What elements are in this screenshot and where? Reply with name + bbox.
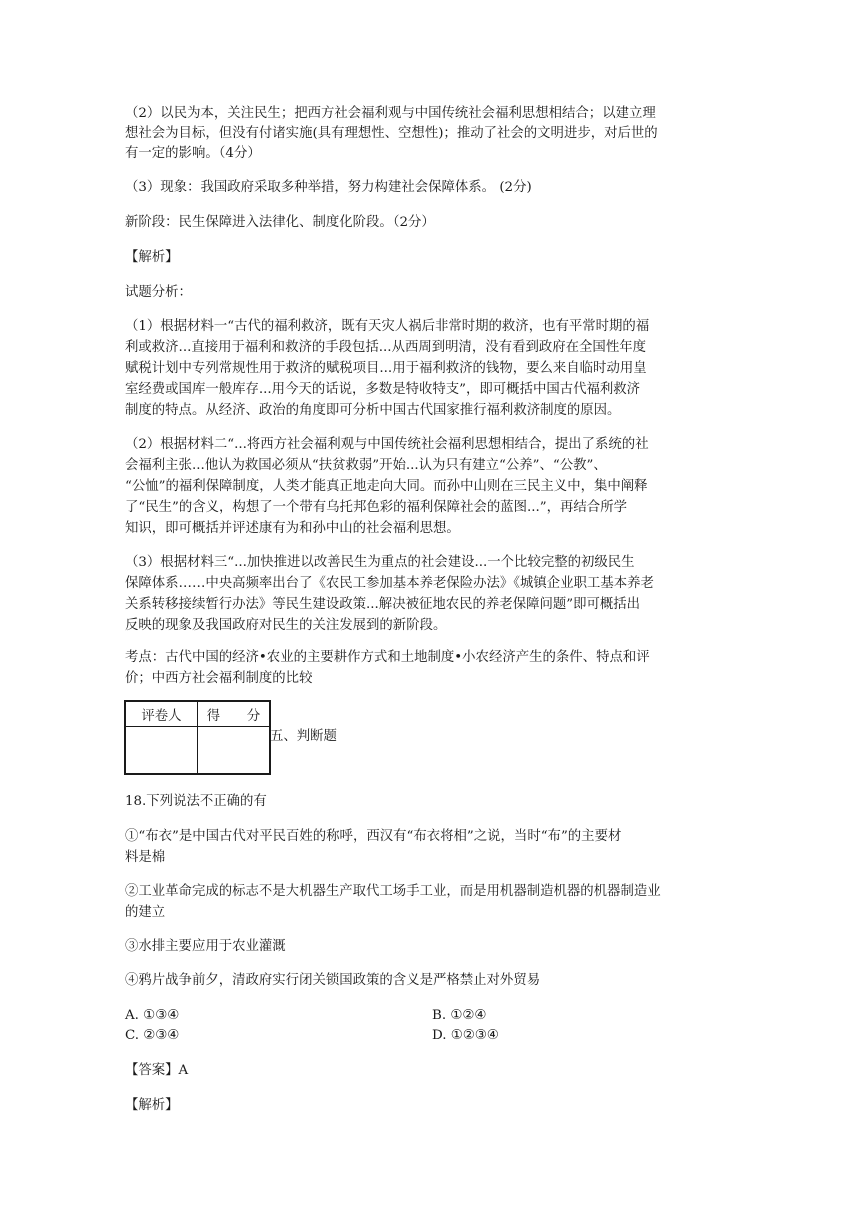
analysis-line: 知识，即可概括并评述康有为和孙中山的社会福利思想。 (125, 521, 460, 536)
analysis-line: （1）根据材料一“古代的福利救济，既有天灾人祸后非常时期的救济，也有平常时期的福 (125, 319, 650, 334)
analysis-line: （3）根据材料三“...加快推进以改善民生为重点的社会建设...一个比较完整的初级民生 (125, 555, 635, 570)
analysis-line: “公恤”的福利保障制度，人类才能真正地走向大同。而孙中山则在三民主义中，集中阐释 (125, 479, 648, 494)
analysis-line: 保障体系……中央高频率出台了《农民工参加基本养老保险办法》《城镇企业职工基本养老 (125, 576, 654, 591)
option-d: D. ①②③④ (432, 1028, 499, 1043)
option-b: B. ①②④ (432, 1008, 487, 1023)
analysis-line: 制度的特点。从经济、政治的角度即可分析中国古代国家推行福利救济制度的原因。 (125, 403, 621, 418)
analysis-heading: 【解析】 (125, 250, 179, 265)
analysis-line: （2）根据材料二“...将西方社会福利观与中国传统社会福利思想相结合，提出了系统的社 (125, 437, 649, 452)
answer-line: 新阶段：民生保障进入法律化、制度化阶段。（2分） (125, 215, 435, 230)
analysis-subheading: 试题分析： (125, 285, 192, 300)
score-header: 得 分 (198, 701, 271, 727)
analysis-line: 了“民生”的含义，构想了一个带有乌托邦色彩的福利保障社会的蓝图...”，再结合所学 (125, 500, 627, 515)
analysis-heading: 【解析】 (125, 1098, 179, 1113)
analysis-line: 关系转移接续暂行办法》等民生建设政策...解决被征地农民的养老保障问题”即可概括出 (125, 597, 641, 612)
answer-line: 想社会为目标，但没有付诸实施(具有理想性、空想性)；推动了社会的文明进步，对后世的 (125, 126, 658, 141)
answer-label: 【答案】A (125, 1063, 189, 1078)
reviewer-header: 评卷人 (125, 701, 198, 727)
option-c: C. ②③④ (125, 1028, 180, 1043)
statement-1: ①“布衣”是中国古代对平民百姓的称呼，西汉有“布衣将相”之说，当时“布”的主要材 (125, 829, 622, 844)
statement-2: ②工业革命完成的标志不是大机器生产取代工场手工业，而是用机器制造机器的机器制造业 (125, 884, 661, 899)
analysis-line: 赋税计划中专列常规性用于救济的赋税项目...用于福利救济的钱物，要么来自临时动用皇 (125, 361, 647, 376)
analysis-line: 会福利主张...他认为救国必须从“扶贫救弱”开始...认为只有建立“公养”、“公教”、 (125, 458, 607, 473)
section-title: 五、判断题 (270, 729, 337, 744)
question-stem: 18.下列说法不正确的有 (125, 794, 267, 809)
reviewer-cell (125, 727, 198, 775)
option-a: A. ①③④ (125, 1008, 180, 1023)
score-cell (198, 727, 271, 775)
answer-line: （2）以民为本，关注民生；把西方社会福利观与中国传统社会福利思想相结合；以建立理 (125, 106, 656, 121)
answer-line: （3）现象：我国政府采取多种举措，努力构建社会保障体系。 (2分) (125, 180, 532, 195)
knowledge-point: 考点：古代中国的经济•农业的主要耕作方式和土地制度•小农经济产生的条件、特点和评 (125, 650, 650, 665)
knowledge-point: 价；中西方社会福利制度的比较 (125, 671, 313, 686)
score-table (124, 700, 271, 775)
statement-1: 料是棉 (125, 850, 166, 865)
analysis-line: 利或救济...直接用于福利和救济的手段包括...从西周到明清，没有看到政府在全国性年度 (125, 340, 646, 355)
statement-4: ④鸦片战争前夕，清政府实行闭关锁国政策的含义是严格禁止对外贸易 (125, 973, 541, 988)
analysis-line: 室经费或国库一般库存...用今天的话说，多数是特收特支”，即可概括中国古代福利救济 (125, 382, 641, 397)
analysis-line: 反映的现象及我国政府对民生的关注发展到的新阶段。 (125, 618, 447, 633)
statement-2: 的建立 (125, 905, 166, 920)
answer-line: 有一定的影响。（4分） (125, 146, 261, 161)
statement-3: ③水排主要应用于农业灌溉 (125, 939, 286, 954)
